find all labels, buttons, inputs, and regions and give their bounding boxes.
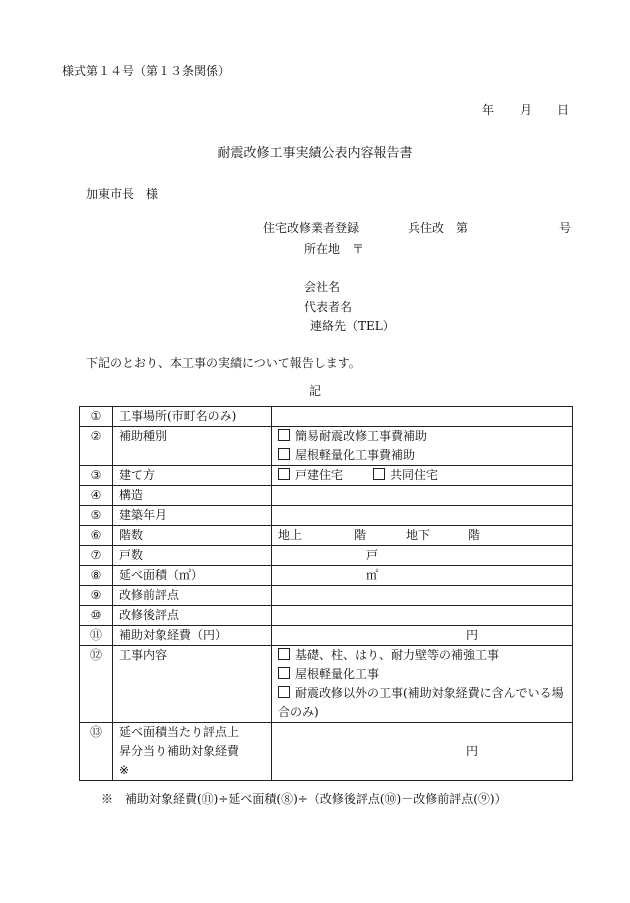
intro-text: 下記のとおり、本工事の実績について報告します。 bbox=[86, 356, 361, 370]
row-number: ⑪ bbox=[80, 626, 113, 646]
value-cell[interactable] bbox=[272, 486, 573, 506]
table-row bbox=[80, 466, 573, 486]
registration-label: 住宅改修業者登録 bbox=[263, 221, 360, 235]
value-cell[interactable] bbox=[272, 723, 573, 781]
row-number: ⑤ bbox=[80, 506, 113, 526]
table-row bbox=[80, 427, 573, 466]
checkbox[interactable] bbox=[278, 667, 290, 679]
date-month-label: 月 bbox=[520, 103, 533, 117]
below-ground-label: 地下 bbox=[406, 528, 431, 542]
value-cell bbox=[272, 427, 573, 466]
item-label: 改修後評点 bbox=[113, 606, 272, 626]
value-cell[interactable] bbox=[272, 407, 573, 427]
value-cell[interactable] bbox=[272, 626, 573, 646]
row-number: ⑧ bbox=[80, 566, 113, 586]
checkbox[interactable] bbox=[278, 429, 290, 441]
company-label: 会社名 bbox=[304, 280, 341, 294]
item-label: 階数 bbox=[113, 526, 272, 546]
option-label: 耐震改修以外の工事(補助対象経費に含んでいる場 bbox=[295, 686, 564, 700]
value-cell[interactable] bbox=[272, 546, 573, 566]
footnote: ※ 補助対象経費(⑪)÷延べ面積(⑧)÷（改修後評点(⑩)－改修前評点(⑨)） bbox=[101, 792, 507, 806]
checkbox[interactable] bbox=[278, 686, 290, 698]
registration-prefix: 兵住改 bbox=[408, 221, 445, 235]
checkbox[interactable] bbox=[278, 448, 290, 460]
item-label: 延べ面積（㎡） bbox=[113, 566, 272, 586]
ki-heading: 記 bbox=[308, 384, 321, 398]
item-label: 工事内容 bbox=[113, 646, 272, 723]
unit-label: ㎡ bbox=[366, 568, 379, 582]
value-cell bbox=[272, 466, 573, 486]
table-row bbox=[80, 407, 573, 427]
value-cell[interactable] bbox=[272, 526, 573, 546]
floor-unit: 階 bbox=[354, 528, 367, 542]
addressee: 加東市長 様 bbox=[86, 187, 159, 201]
row-number: ⑨ bbox=[80, 586, 113, 606]
above-ground-label: 地上 bbox=[278, 528, 303, 542]
value-cell[interactable] bbox=[272, 606, 573, 626]
item-label bbox=[113, 723, 272, 781]
row-number: ⑫ bbox=[80, 646, 113, 723]
form-number: 様式第１４号（第１３条関係） bbox=[62, 64, 231, 78]
table-row bbox=[80, 526, 573, 546]
item-label: 補助対象経費（円） bbox=[113, 626, 272, 646]
unit-label: 円 bbox=[466, 628, 479, 642]
option-label: 屋根軽量化工事費補助 bbox=[295, 448, 416, 462]
row-number: ② bbox=[80, 427, 113, 466]
contact-label: 連絡先（TEL） bbox=[310, 319, 395, 333]
table-row bbox=[80, 723, 573, 781]
table-row bbox=[80, 606, 573, 626]
item-label: 構造 bbox=[113, 486, 272, 506]
value-cell bbox=[272, 646, 573, 723]
value-cell[interactable] bbox=[272, 586, 573, 606]
table-row bbox=[80, 586, 573, 606]
option-label: 簡易耐震改修工事費補助 bbox=[295, 429, 428, 443]
option-label: 屋根軽量化工事 bbox=[295, 667, 380, 681]
table-row bbox=[80, 506, 573, 526]
value-cell[interactable] bbox=[272, 506, 573, 526]
option-label: 基礎、柱、はり、耐力壁等の補強工事 bbox=[295, 648, 500, 662]
item-label: 改修前評点 bbox=[113, 586, 272, 606]
item-label: 建て方 bbox=[113, 466, 272, 486]
row-number: ⑥ bbox=[80, 526, 113, 546]
value-cell[interactable] bbox=[272, 566, 573, 586]
row-number: ⑩ bbox=[80, 606, 113, 626]
row-number: ⑬ bbox=[80, 723, 113, 781]
row-number: ① bbox=[80, 407, 113, 427]
item-label: 補助種別 bbox=[113, 427, 272, 466]
row-number: ④ bbox=[80, 486, 113, 506]
checkbox[interactable] bbox=[373, 468, 385, 480]
item-label-line: 昇分当り補助対象経費 bbox=[119, 744, 240, 758]
item-label-line: ※ bbox=[119, 763, 130, 777]
document-title: 耐震改修工事実績公表内容報告書 bbox=[217, 146, 413, 161]
item-label-line: 延べ面積当たり評点上 bbox=[119, 725, 240, 739]
checkbox[interactable] bbox=[278, 648, 290, 660]
row-number: ③ bbox=[80, 466, 113, 486]
date-day-label: 日 bbox=[557, 103, 570, 117]
table-row bbox=[80, 486, 573, 506]
checkbox[interactable] bbox=[278, 468, 290, 480]
table-row bbox=[80, 566, 573, 586]
option-continuation: 合のみ) bbox=[278, 705, 319, 719]
unit-label: 戸 bbox=[366, 548, 379, 562]
registration-go: 号 bbox=[559, 221, 572, 235]
representative-label: 代表者名 bbox=[304, 300, 353, 314]
row-number: ⑦ bbox=[80, 546, 113, 566]
table-row bbox=[80, 546, 573, 566]
item-label: 工事場所(市町名のみ) bbox=[113, 407, 272, 427]
item-label: 建築年月 bbox=[113, 506, 272, 526]
option-label: 共同住宅 bbox=[390, 468, 439, 482]
date-year-label: 年 bbox=[482, 103, 495, 117]
option-label: 戸建住宅 bbox=[295, 468, 344, 482]
item-label: 戸数 bbox=[113, 546, 272, 566]
table-row bbox=[80, 626, 573, 646]
table-row bbox=[80, 646, 573, 723]
unit-label: 円 bbox=[466, 744, 479, 758]
registration-dai: 第 bbox=[456, 221, 469, 235]
report-table bbox=[79, 406, 573, 781]
floor-unit: 階 bbox=[468, 528, 481, 542]
address-label: 所在地 〒 bbox=[304, 242, 365, 256]
